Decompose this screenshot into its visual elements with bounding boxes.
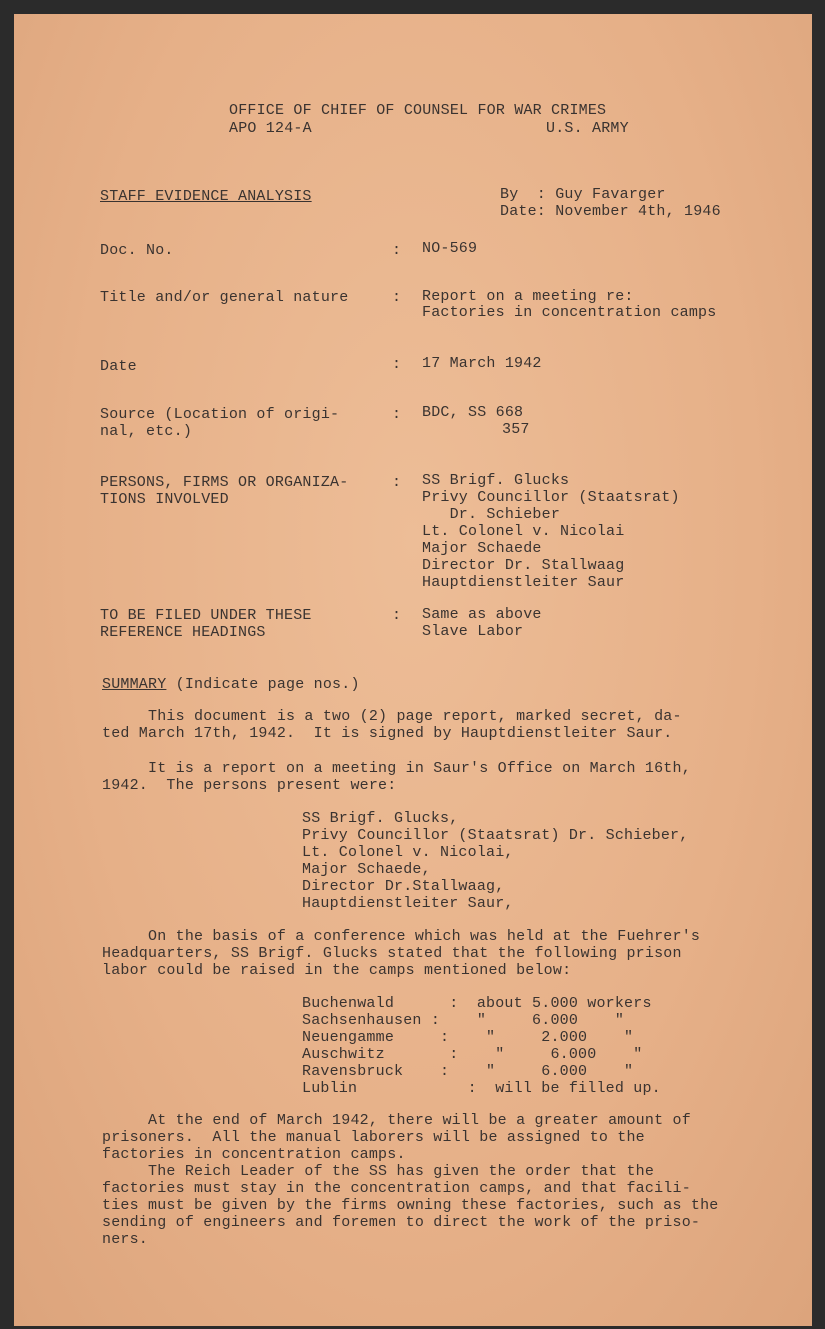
paragraph-2-line1: It is a report on a meeting in Saur's Office on March 16th, [102,760,691,777]
attendee-entry: Hauptdienstleiter Saur, [302,895,514,912]
attendee-entry: Director Dr.Stallwaag, [302,878,505,895]
doc-no-value: NO-569 [422,240,478,257]
person-entry: SS Brigf. Glucks [422,472,570,489]
title-value-line1: Report on a meeting re: [422,288,634,305]
camp-row: Auschwitz : " 6.000 " [302,1046,643,1063]
author-line: By : Guy Favarger [500,186,666,203]
paragraph-3-line2: Headquarters, SS Brigf. Glucks stated that the following prison [102,945,682,962]
title-colon: : [392,289,402,306]
paragraph-4-line1: At the end of March 1942, there will be a greater amount of [102,1112,691,1129]
paragraph-3-line1: On the basis of a conference which was held at the Fuehrer's [102,928,701,945]
person-entry: Major Schaede [422,540,542,557]
persons-label-line1: PERSONS, FIRMS OR ORGANIZA- [100,474,349,491]
title-label: Title and/or general nature [100,289,349,306]
analysis-date-line: Date: November 4th, 1946 [500,203,721,220]
filed-colon: : [392,607,402,624]
summary-heading-note: (Indicate page nos.) [166,676,360,693]
source-value-line1: BDC, SS 668 [422,404,524,421]
paragraph-5-line5: ners. [102,1231,149,1248]
camp-row: Neuengamme : " 2.000 " [302,1029,634,1046]
persons-colon: : [392,474,402,491]
attendee-entry: Lt. Colonel v. Nicolai, [302,844,514,861]
paragraph-4-line3: factories in concentration camps. [102,1146,406,1163]
apo-number: APO 124-A [229,120,312,137]
paragraph-5-line3: ties must be given by the firms owning these factories, such as the [102,1197,719,1214]
office-title: OFFICE OF CHIEF OF COUNSEL FOR WAR CRIMES [229,102,607,119]
source-colon: : [392,406,402,423]
date-label: Date [100,358,137,375]
attendee-entry: Major Schaede, [302,861,431,878]
persons-label-line2: TIONS INVOLVED [100,491,229,508]
camp-row: Ravensbruck : " 6.000 " [302,1063,634,1080]
person-entry: Director Dr. Stallwaag [422,557,625,574]
filed-value-line2: Slave Labor [422,623,524,640]
filed-label-line1: TO BE FILED UNDER THESE [100,607,312,624]
summary-heading-line [102,676,360,693]
camp-row: Lublin : will be filled up. [302,1080,661,1097]
paragraph-5-line1: The Reich Leader of the SS has given the order that the [102,1163,655,1180]
date-value: 17 March 1942 [422,355,542,372]
title-value-line2: Factories in concentration camps [422,304,717,321]
paragraph-5-line2: factories must stay in the concentration camps, and that facili- [102,1180,691,1197]
person-entry: Dr. Schieber [422,506,561,523]
document-page [14,14,812,1326]
camp-row: Sachsenhausen : " 6.000 " [302,1012,625,1029]
paragraph-2-line2: 1942. The persons present were: [102,777,397,794]
paragraph-5-line4: sending of engineers and foremen to direct the work of the priso- [102,1214,701,1231]
camp-row: Buchenwald : about 5.000 workers [302,995,652,1012]
person-entry: Hauptdienstleiter Saur [422,574,625,591]
doc-no-colon: : [392,242,402,259]
person-entry: Privy Councillor (Staatsrat) [422,489,680,506]
attendee-entry: Privy Councillor (Staatsrat) Dr. Schieber, [302,827,689,844]
attendee-entry: SS Brigf. Glucks, [302,810,459,827]
army-label: U.S. ARMY [546,120,629,137]
paragraph-1-line1: This document is a two (2) page report, marked secret, da- [102,708,682,725]
doc-no-label: Doc. No. [100,242,174,259]
paragraph-3-line3: labor could be raised in the camps mentioned below: [102,962,572,979]
summary-heading: SUMMARY [102,676,167,693]
source-label-line1: Source (Location of origi- [100,406,340,423]
paragraph-1-line2: ted March 17th, 1942. It is signed by Hauptdienstleiter Saur. [102,725,673,742]
person-entry: Lt. Colonel v. Nicolai [422,523,625,540]
paragraph-4-line2: prisoners. All the manual laborers will be assigned to the [102,1129,645,1146]
filed-value-line1: Same as above [422,606,542,623]
source-label-line2: nal, etc.) [100,423,193,440]
source-value-line2: 357 [502,421,530,438]
analysis-heading: STAFF EVIDENCE ANALYSIS [100,188,312,205]
date-colon: : [392,356,402,373]
filed-label-line2: REFERENCE HEADINGS [100,624,266,641]
